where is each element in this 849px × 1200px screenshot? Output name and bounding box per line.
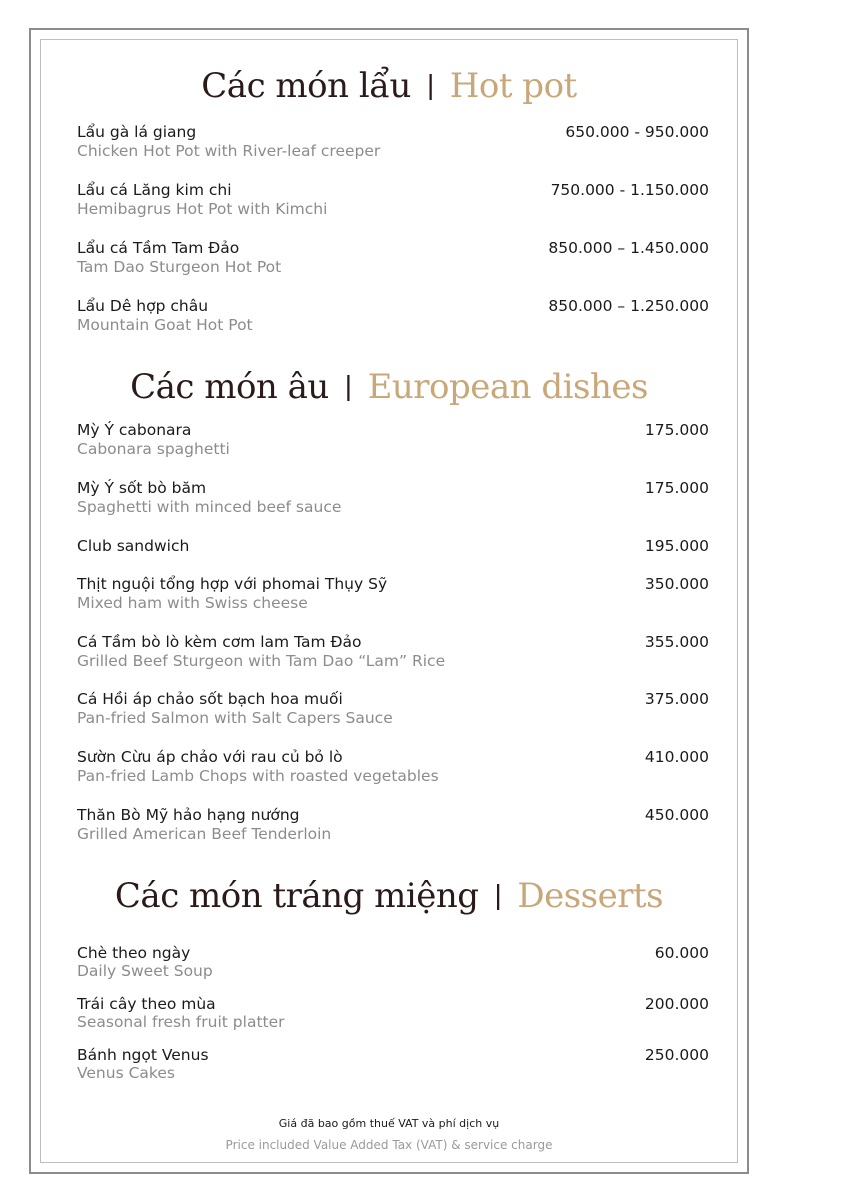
menu-item [77,123,709,161]
dish-name-vi: Lẩu gà lá giang [77,123,197,141]
dish-name-vi: Mỳ Ý cabonara [77,421,192,439]
section-heading-european [0,367,778,409]
menu-item [77,748,709,786]
menu-item [77,633,709,671]
dish-name-vi: Lẩu cá Lăng kim chi [77,181,232,199]
section-title-vi: Các món tráng miệng [114,876,479,916]
dish-price: 250.000 [644,1046,709,1064]
dish-name-en: Cabonara spaghetti [77,440,230,458]
section-title-en: Hot pot [449,66,577,106]
dish-name-vi: Cá Tầm bò lò kèm cơm lam Tam Đảo [77,633,362,651]
dish-name-en: Daily Sweet Soup [77,962,213,980]
dish-price: 175.000 [644,479,709,497]
menu-item [77,995,709,1030]
dish-price: 450.000 [644,806,709,824]
dish-name-en: Chicken Hot Pot with River-leaf creeper [77,142,381,160]
dish-name-en: Tam Dao Sturgeon Hot Pot [77,258,282,276]
dish-name-vi: Sườn Cừu áp chảo với rau củ bỏ lò [77,748,343,766]
menu-item [77,421,709,459]
dish-price: 195.000 [644,537,709,555]
footer-note-vi: Giá đã bao gồm thuế VAT và phí dịch vụ [278,1117,500,1130]
section-title-vi: Các món lẩu [201,66,411,106]
dish-name-en: Grilled American Beef Tenderloin [77,825,332,843]
section-heading-desserts [0,876,778,918]
menu-item [77,1046,709,1081]
menu-item [77,575,709,613]
dish-name-en: Pan-fried Lamb Chops with roasted vegetables [77,767,439,785]
menu-item [77,537,709,556]
footer-note-en: Price included Value Added Tax (VAT) & service charge [225,1138,553,1152]
dish-name-vi: Lẩu cá Tầm Tam Đảo [77,239,240,257]
dish-name-en: Hemibagrus Hot Pot with Kimchi [77,200,328,218]
dish-price: 350.000 [644,575,709,593]
dish-price: 355.000 [644,633,709,651]
dish-name-en: Mixed ham with Swiss cheese [77,594,308,612]
dish-name-vi: Chè theo ngày [77,944,191,962]
dish-name-vi: Lẩu Dê hợp châu [77,297,209,315]
dish-price: 850.000 – 1.450.000 [548,239,709,257]
section-heading-hot-pot [0,66,778,108]
menu-item [77,181,709,219]
section-title-en: European dishes [367,367,648,407]
dish-price: 375.000 [644,690,709,708]
section-title-vi: Các món âu [130,367,329,407]
dish-price: 200.000 [644,995,709,1013]
menu-item [77,944,709,979]
dish-name-en: Grilled Beef Sturgeon with Tam Dao “Lam” Rice [77,652,446,670]
title-separator: | [494,879,502,910]
dish-name-vi: Trái cây theo mùa [77,995,216,1013]
menu-item [77,806,709,844]
menu-item [77,479,709,517]
dish-name-vi: Bánh ngọt Venus [77,1046,209,1064]
dish-name-vi: Club sandwich [77,537,190,555]
dish-price: 750.000 - 1.150.000 [550,181,709,199]
dish-name-en: Spaghetti with minced beef sauce [77,498,342,516]
dish-price: 60.000 [654,944,709,962]
dish-name-en: Venus Cakes [77,1064,175,1082]
menu-item [77,297,709,335]
title-separator: | [344,370,352,401]
dish-name-vi: Thịt nguội tổng hợp với phomai Thụy Sỹ [77,575,388,593]
dish-name-en: Mountain Goat Hot Pot [77,316,253,334]
dish-price: 175.000 [644,421,709,439]
section-title-en: Desserts [517,876,664,916]
menu-item [77,690,709,728]
dish-name-vi: Cá Hồi áp chảo sốt bạch hoa muối [77,690,343,708]
menu-item [77,239,709,277]
dish-price: 650.000 - 950.000 [565,123,709,141]
dish-name-en: Seasonal fresh fruit platter [77,1013,285,1031]
dish-price: 850.000 – 1.250.000 [548,297,709,315]
dish-price: 410.000 [644,748,709,766]
title-separator: | [426,69,434,100]
dish-name-vi: Thăn Bò Mỹ hảo hạng nướng [77,806,300,824]
dish-name-en: Pan-fried Salmon with Salt Capers Sauce [77,709,393,727]
dish-name-vi: Mỳ Ý sốt bò băm [77,479,207,497]
